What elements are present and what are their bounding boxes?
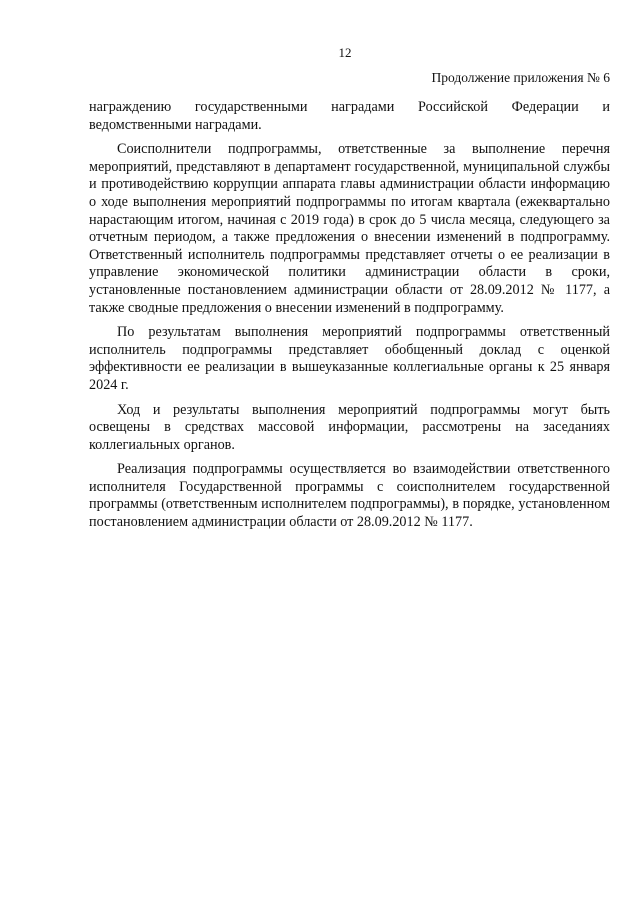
appendix-continuation-label: Продолжение приложения № 6 [431, 70, 610, 85]
paragraph-5: Реализация подпрограммы осуществляется во взаимодействии ответственного исполнителя Государственной программы с соисполнителем государственной программы (ответственным исполнителем подпрограммы), в порядке, установленном постановлением администрации области от 28.09.2012 № 1177. [89, 461, 610, 531]
page-number: 12 [338, 45, 352, 60]
paragraph-2: Соисполнители подпрограммы, ответственные за выполнение перечня мероприятий, представляют в департамент государственной, муниципальной службы и противодействию коррупции аппарата главы администрации области информацию о ходе выполнения мероприятий подпрограммы по итогам квартала (ежеквартально нарастающим итогом, начиная с 2019 года) в срок до 5 числа месяца, следующего за отчетным периодом, а также предложения о внесении изменений в подпрограмму. Ответственный исполнитель подпрограммы представляет отчеты о ее реализации в управление экономической политики администрации области в сроки, установленные постановлением администрации области от 28.09.2012 № 1177, а также сводные предложения о внесении изменений в подпрограмму. [89, 141, 610, 316]
paragraph-3: По результатам выполнения мероприятий подпрограммы ответственный исполнитель подпрограммы представляет обобщенный доклад с оценкой эффективности ее реализации в вышеуказанные коллегиальные органы к 25 января 2024 г. [89, 324, 610, 393]
paragraph-1: награждению государственными наградами Российской Федерации и ведомственными наградами. [89, 99, 610, 133]
document-body [89, 99, 610, 532]
paragraph-4: Ход и результаты выполнения мероприятий подпрограммы могут быть освещены в средствах массовой информации, рассмотрены на заседаниях коллегиальных органов. [89, 401, 610, 453]
